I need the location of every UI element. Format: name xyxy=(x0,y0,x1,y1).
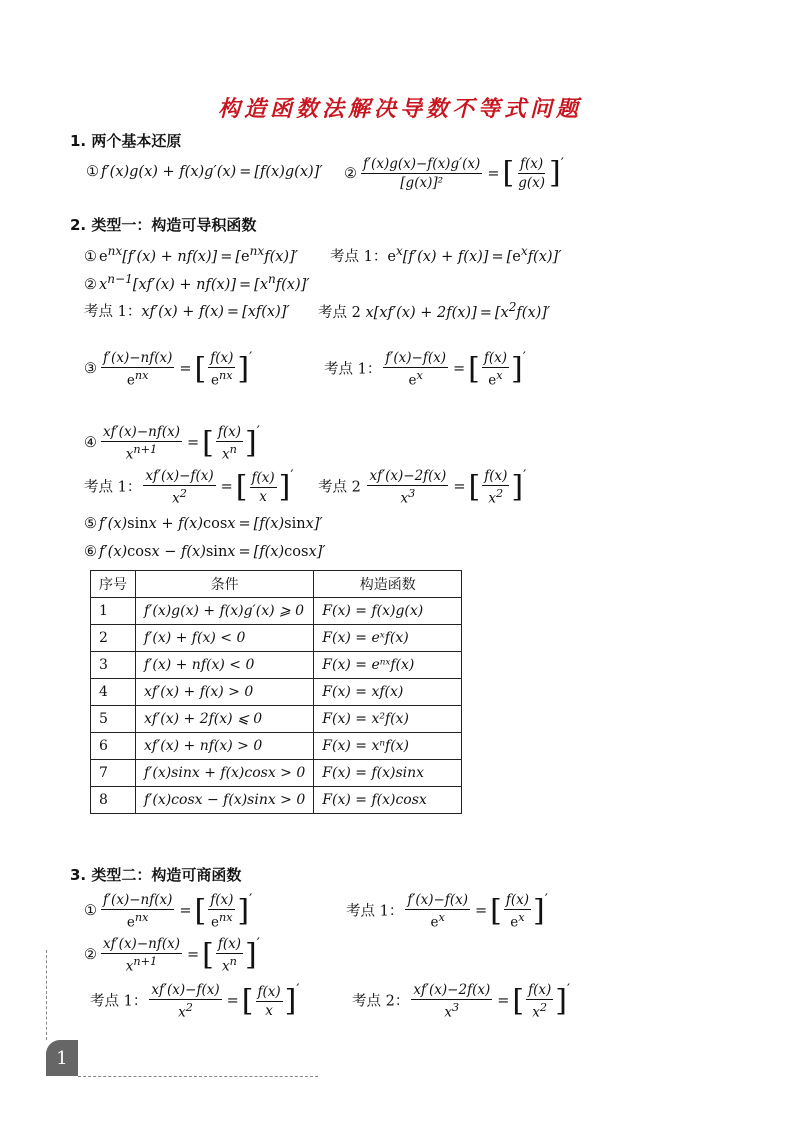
construction-table xyxy=(90,570,462,814)
formula-s2-3: ③ $\frac{f'(x)-nf(x)}{e^{nx}}$ = [ $\frac{f(x)}{e^{nx}}$ ]′ xyxy=(84,350,253,389)
table-row: 2 f′(x) + f(x) < 0 F(x) = eˣf(x) xyxy=(91,625,462,652)
formula-s2-4: ④ $\frac{xf'(x)-nf(x)}{x^{n+1}}$ = [ $\frac{f(x)}{x^n}$ ]′ xyxy=(84,424,260,463)
table-row: 7 f′(x)sinx + f(x)cosx > 0 F(x) = f(x)sinx xyxy=(91,760,462,787)
formula-s2-2-kp2: 考点 2 $x[xf'(x) + 2f(x)] = [x^2f(x)]'$ xyxy=(318,300,551,321)
section-heading-3: 3. 类型二：构造可商函数 xyxy=(70,866,242,884)
formula-s3-2: ② $\frac{xf'(x)-nf(x)}{x^{n+1}}$ = [ $\frac{f(x)}{x^n}$ ]′ xyxy=(84,936,260,975)
page-title: 构造函数法解决导数不等式问题 xyxy=(217,96,582,122)
formula-s2-3-kp1: 考点 1： $\frac{f'(x)-f(x)}{e^x}$ = [ $\frac{f(x)}{e^x}$ ]′ xyxy=(324,350,526,389)
table-row: 4 xf′(x) + f(x) > 0 F(x) = xf(x) xyxy=(91,679,462,706)
header-function: 构造函数 xyxy=(314,571,462,598)
formula-s2-2-kp1: 考点 1：xf′(x) + f(x) = [xf(x)]′ xyxy=(84,304,290,320)
formula-s2-2: ② $x^{n-1}[xf'(x) + nf(x)] = [x^nf(x)]'$ xyxy=(84,272,310,293)
table-header-row xyxy=(91,571,462,598)
circle-label: ② xyxy=(344,165,357,182)
table-row: 5 xf′(x) + 2f(x) ⩽ 0 F(x) = x²f(x) xyxy=(91,706,462,733)
formula-s2-6: ⑥ f′(x)cosx − f(x)sinx = [f(x)cosx]′ xyxy=(84,544,326,560)
margin-dashed-line xyxy=(46,950,47,1040)
header-index: 序号 xyxy=(91,571,136,598)
formula-s2-4-kp1: 考点 1： $\frac{xf'(x)-f(x)}{x^2}$ = [ $\frac{f(x)}{x}$ ]′ xyxy=(84,468,294,507)
formula-s2-1: ① $e^{nx}[f'(x) + nf(x)] = [e^{nx}f(x)]'$ xyxy=(84,244,299,265)
formula-s3-2-kp2: 考点 2： $\frac{xf'(x)-2f(x)}{x^3}$ = [ $\frac{f(x)}{x^2}$ ]′ xyxy=(352,982,571,1021)
section-heading-2: 2. 类型一：构造可导积函数 xyxy=(70,216,257,234)
table-row: 3 f′(x) + nf(x) < 0 F(x) = eⁿˣf(x) xyxy=(91,652,462,679)
formula-s3-1: ① $\frac{f'(x)-nf(x)}{e^{nx}}$ = [ $\frac{f(x)}{e^{nx}}$ ]′ xyxy=(84,892,253,931)
formula-s2-1-kp1: 考点 1：$e^x[f'(x) + f(x)] = [e^xf(x)]'$ xyxy=(330,244,562,265)
formula-s2-4-kp2: 考点 2 $\frac{xf'(x)-2f(x)}{x^3}$ = [ $\frac{f(x)}{x^2}$ ]′ xyxy=(318,468,527,507)
table-row: 8 f′(x)cosx − f(x)sinx > 0 F(x) = f(x)cosx xyxy=(91,787,462,814)
table-row: 6 xf′(x) + nf(x) > 0 F(x) = xⁿf(x) xyxy=(91,733,462,760)
page-number: 1 xyxy=(46,1040,78,1076)
section-heading-1: 1. 两个基本还原 xyxy=(70,132,182,150)
formula-s2-5: ⑤ f′(x)sinx + f(x)cosx = [f(x)sinx]′ xyxy=(84,516,323,532)
formula-s1-1: ① f′(x)g(x) + f(x)g′(x) = [f(x)g(x)]′ xyxy=(86,164,323,180)
circle-label: ① xyxy=(86,164,99,180)
formula-s1-2: ② $\frac{f'(x)g(x)-f(x)g'(x)}{\text{[g(x)]²}}$ = [ $\frac{f(x)}{g(x)}$ ]′ xyxy=(344,155,564,192)
formula-s3-1-kp1: 考点 1： $\frac{f'(x)-f(x)}{e^x}$ = [ $\frac{f(x)}{e^x}$ ]′ xyxy=(346,892,548,931)
table-row: 1 f′(x)g(x) + f(x)g′(x) ⩾ 0 F(x) = f(x)g(x) xyxy=(91,598,462,625)
footer-dashed-line xyxy=(78,1076,318,1077)
header-condition: 条件 xyxy=(136,571,314,598)
formula-s3-2-kp1: 考点 1： $\frac{xf'(x)-f(x)}{x^2}$ = [ $\frac{f(x)}{x}$ ]′ xyxy=(90,982,300,1021)
